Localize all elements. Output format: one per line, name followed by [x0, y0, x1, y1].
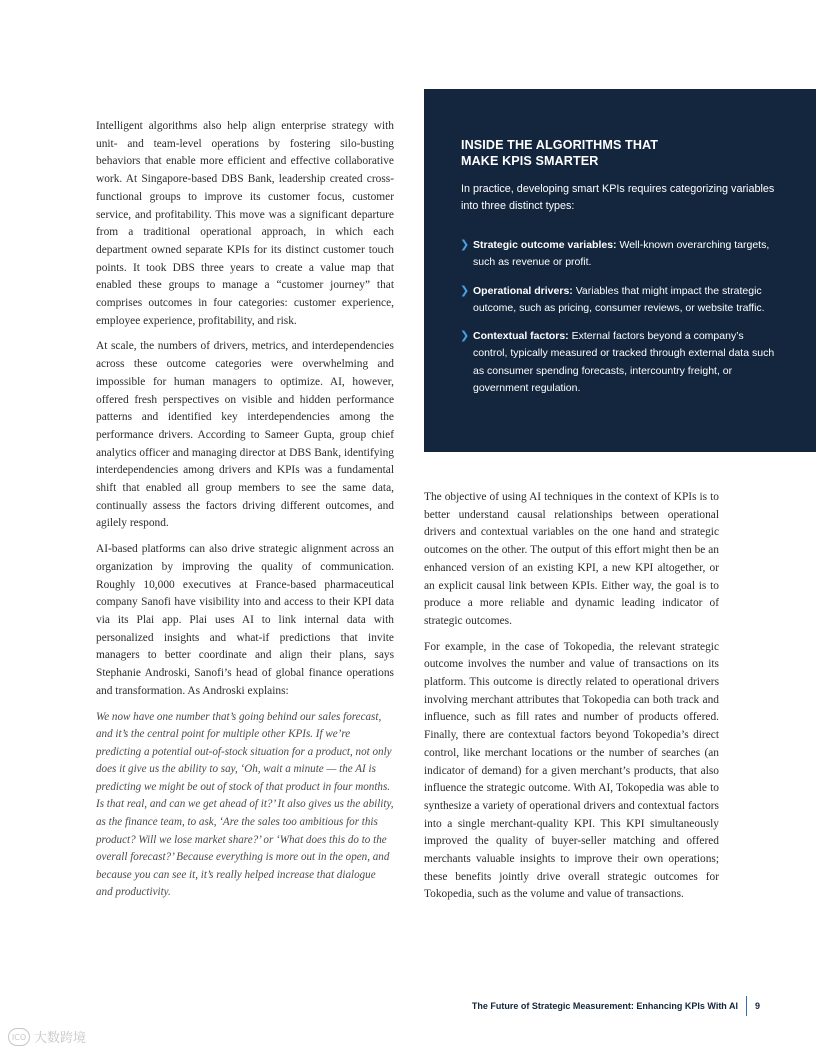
footer-divider	[746, 996, 747, 1016]
page-number: 9	[754, 1001, 760, 1011]
list-item	[461, 328, 780, 397]
page-footer	[472, 996, 760, 1016]
footer-title: The Future of Strategic Measurement: Enhancing KPIs With AI	[471, 1001, 738, 1011]
sidebar-box	[424, 89, 816, 452]
sidebar-title	[461, 137, 780, 169]
sidebar-title-line: MAKE KPIS SMARTER	[461, 154, 599, 168]
body-paragraph: At scale, the numbers of drivers, metrics, and interdependencies across these outcome categories were overwhelming and impossible for human managers to optimize. AI, however, offered fresh perspectives on visible and hidden performance patterns and identified key interdependencies among the performance drivers. According to Sameer Gupta, group chief analytics officer and managing director at DBS Bank, identifying interdependencies among drivers and KPIs was a fundamental shift that enabled all group members to see the same data, continually assess the factors driving different outcomes, and agilely respond.	[96, 340, 394, 530]
chevron-right-icon: ❯	[460, 284, 470, 297]
chevron-right-icon: ❯	[460, 239, 470, 251]
body-paragraph: The objective of using AI techniques in the context of KPIs is to better understand causal relationships between operational drivers and contextual variables on the one hand and strategic outcomes on the other. The output of this effort might then be an enhanced version of an existing KPI, a new KPI altogether, or an explicit causal link between KPIs. Either way, the goal is to produce a more reliable and dynamic leading indicator of strategic outcomes.	[424, 491, 719, 627]
list-item-term: Strategic outcome variables:	[473, 239, 617, 251]
sidebar-intro: In practice, developing smart KPIs requires categorizing variables into three distinct types:	[461, 183, 775, 212]
watermark	[8, 1027, 86, 1046]
chevron-right-icon: ❯	[460, 330, 470, 343]
watermark-logo-icon: ICO	[8, 1028, 30, 1046]
right-column	[424, 489, 719, 912]
list-item-term: Operational drivers:	[473, 284, 573, 297]
list-item-text: Variables that might impact the strategic outcome, such as pricing, consumer reviews, or website traffic.	[473, 284, 765, 314]
list-item	[461, 237, 780, 272]
body-paragraph: AI-based platforms can also drive strategic alignment across an organization by improving the quality of communication. Roughly 10,000 executives at France-based pharmaceutical company Sanofi have visibility into and access to their KPI data via its Plai app. Plai uses AI to link internal data with personalized insights and what-if predictions that invite managers to better coordinate and align their plans, says Stephanie Androski, Sanofi’s head of global finance operations and transformation. As Androski explains:	[96, 543, 394, 697]
block-quote: We now have one number that’s going behind our sales forecast, and it’s the central point for multiple other KPIs. If we’re predicting a potential out-of-stock situation for a product, not only does it give us the ability to say, ‘Oh, wait a minute — the AI is predicting we might be out of stock of that product in four months. Is that real, and can we get ahead of it?’ It also gives us the ability, as the finance team, to ask, ‘Are the sales too ambitious for this product? Will we lose market share?’ or ‘What does this do to the overall forecast?’ Because everything is more out in the open, and because you can see it, it’s really helped increase that dialogue and productivity.	[96, 710, 394, 899]
sidebar-title-line: INSIDE THE ALGORITHMS THAT	[461, 138, 659, 152]
sidebar-list	[461, 237, 780, 397]
list-item-text: Well-known overarching targets, such as revenue or profit.	[473, 239, 770, 269]
body-paragraph: For example, in the case of Tokopedia, the relevant strategic outcome involves the number and value of transactions on its platform. This outcome is directly related to operational drivers involving merchant attributes that Tokopedia can both track and influence, such as fill rates and number of products offered. Finally, there are contextual factors beyond Tokopedia’s direct control, like merchant locations or the number of searches (an indicator of demand) for a given merchant’s products, that also influence the strategic outcome. With AI, Tokopedia was able to synthesize a variety of operational drivers and contextual factors into a single merchant-quality KPI. This KPI simultaneously improved the quality of buyer-seller matching and offered merchants valuable insights to improve their own operations; these benefits jointly drive overall strategic outcomes for Tokopedia, such as the volume and value of transactions.	[424, 640, 719, 901]
list-item-text: External factors beyond a company’s control, typically measured or tracked through external data such as consumer spending forecasts, intercountry freight, or government regulation.	[473, 330, 775, 395]
list-item-term: Contextual factors:	[473, 330, 569, 343]
watermark-text: 大数跨境	[34, 1031, 87, 1046]
list-item	[461, 283, 780, 318]
left-column	[96, 118, 394, 910]
body-paragraph: Intelligent algorithms also help align enterprise strategy with unit- and team-level operations by fostering silo-busting behaviors that enable more efficient and effective collaborative work. At Singapore-based DBS Bank, leadership created cross-functional groups to improve its customer focus, customer service, and profitability. This move was a significant departure from a traditional operational approach, in which each department owned separate KPIs for its distinct customer touch points. It took DBS three years to create a value map that enabled these groups to manage a “customer journey” that comprises outcomes in four categories: customer experience, employee experience, profitability, and risk.	[96, 120, 394, 327]
